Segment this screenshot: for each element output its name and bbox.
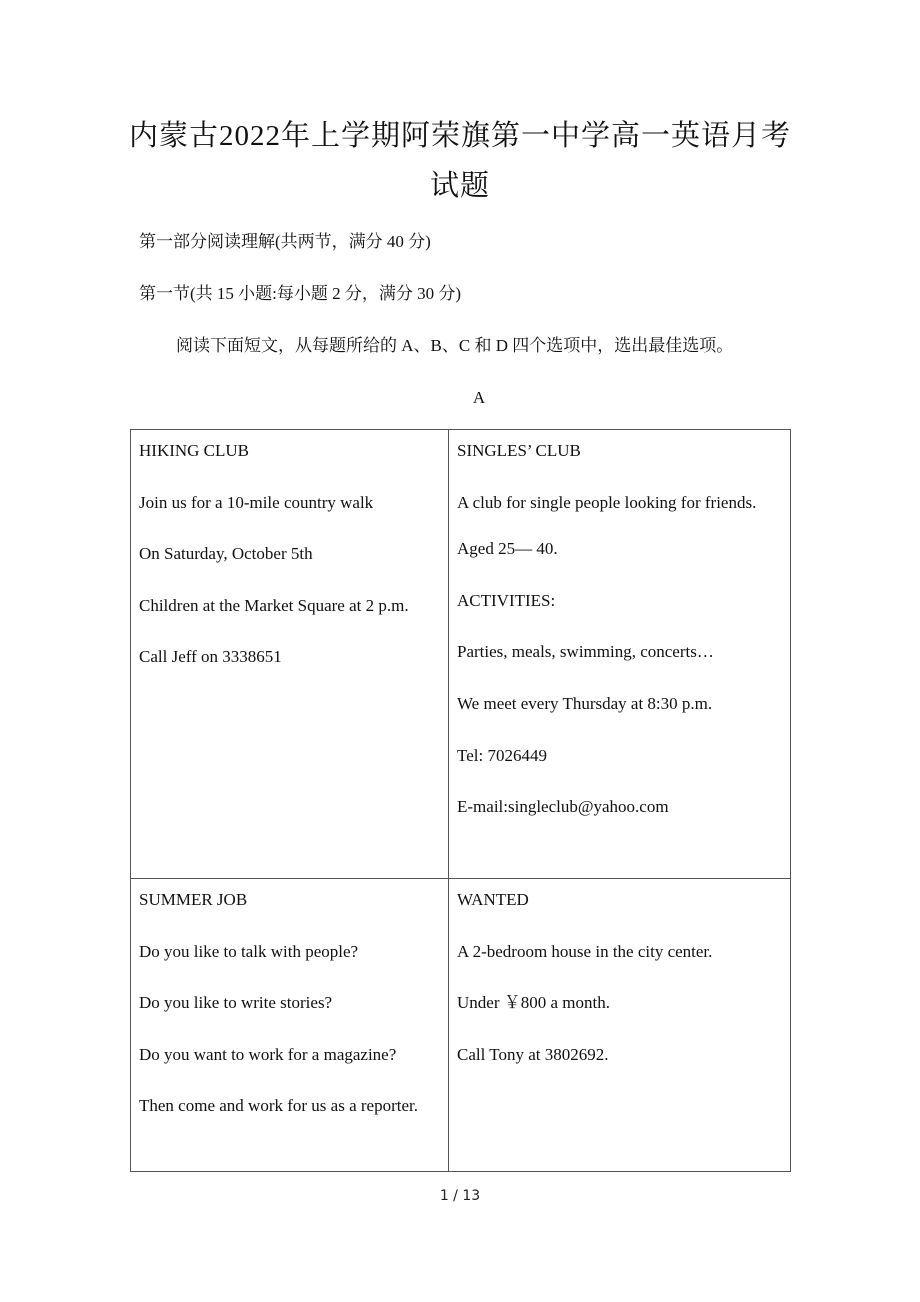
document-title-line-2: 试题 <box>429 170 490 202</box>
ad-hiking-club <box>131 430 449 879</box>
ad-line: Children at the Market Square at 2 p.m. <box>139 595 409 615</box>
ad-heading: SINGLES’ CLUB <box>457 441 581 460</box>
ad-line: Join us for a 10-mile country walk <box>139 492 374 512</box>
ads-table <box>130 429 791 1172</box>
ad-line: Do you want to work for a magazine? <box>139 1044 397 1064</box>
ad-summer-job <box>131 879 449 1172</box>
ad-singles-club <box>449 430 791 879</box>
passage-label: A <box>472 388 486 407</box>
page-indicator: 1 / 13 <box>439 1188 481 1204</box>
ad-line: Do you like to talk with people? <box>139 941 359 961</box>
ad-line: Do you like to write stories? <box>139 993 333 1013</box>
section-heading: 第一节(共 15 小题:每小题 2 分，满分 30 分) <box>139 284 462 303</box>
table-row <box>131 430 791 879</box>
ad-heading: WANTED <box>457 890 529 909</box>
ad-line: Call Jeff on 3338651 <box>139 647 282 667</box>
ad-heading: SUMMER JOB <box>139 890 248 909</box>
ad-line: Call Tony at 3802692. <box>457 1044 609 1064</box>
table-row <box>131 879 791 1172</box>
ad-heading: HIKING CLUB <box>139 441 250 460</box>
ad-wanted <box>449 879 791 1172</box>
ad-line: A club for single people looking for friends. <box>457 492 757 512</box>
ad-line: A 2-bedroom house in the city center. <box>457 941 713 961</box>
ad-line: Tel: 7026449 <box>457 745 547 765</box>
part-heading: 第一部分阅读理解(共两节，满分 40 分) <box>139 232 431 251</box>
ad-line: Aged 25— 40. <box>457 539 558 559</box>
ad-line: ACTIVITIES: <box>457 590 556 610</box>
instruction-text: 阅读下面短文，从每题所给的 A、B、C 和 D 四个选项中，选出最佳选项。 <box>176 336 734 355</box>
ad-line: On Saturday, October 5th <box>139 544 313 564</box>
ad-line: Under ￥800 a month. <box>457 993 610 1013</box>
ad-email: E-mail:singleclub@yahoo.com <box>457 797 669 817</box>
ad-line: Parties, meals, swimming, concerts… <box>457 642 714 662</box>
ad-line: Then come and work for us as a reporter. <box>139 1096 418 1116</box>
ad-line: We meet every Thursday at 8:30 p.m. <box>457 693 713 713</box>
document-title-line-1: 内蒙古2022年上学期阿荣旗第一中学高一英语月考 <box>128 120 791 152</box>
